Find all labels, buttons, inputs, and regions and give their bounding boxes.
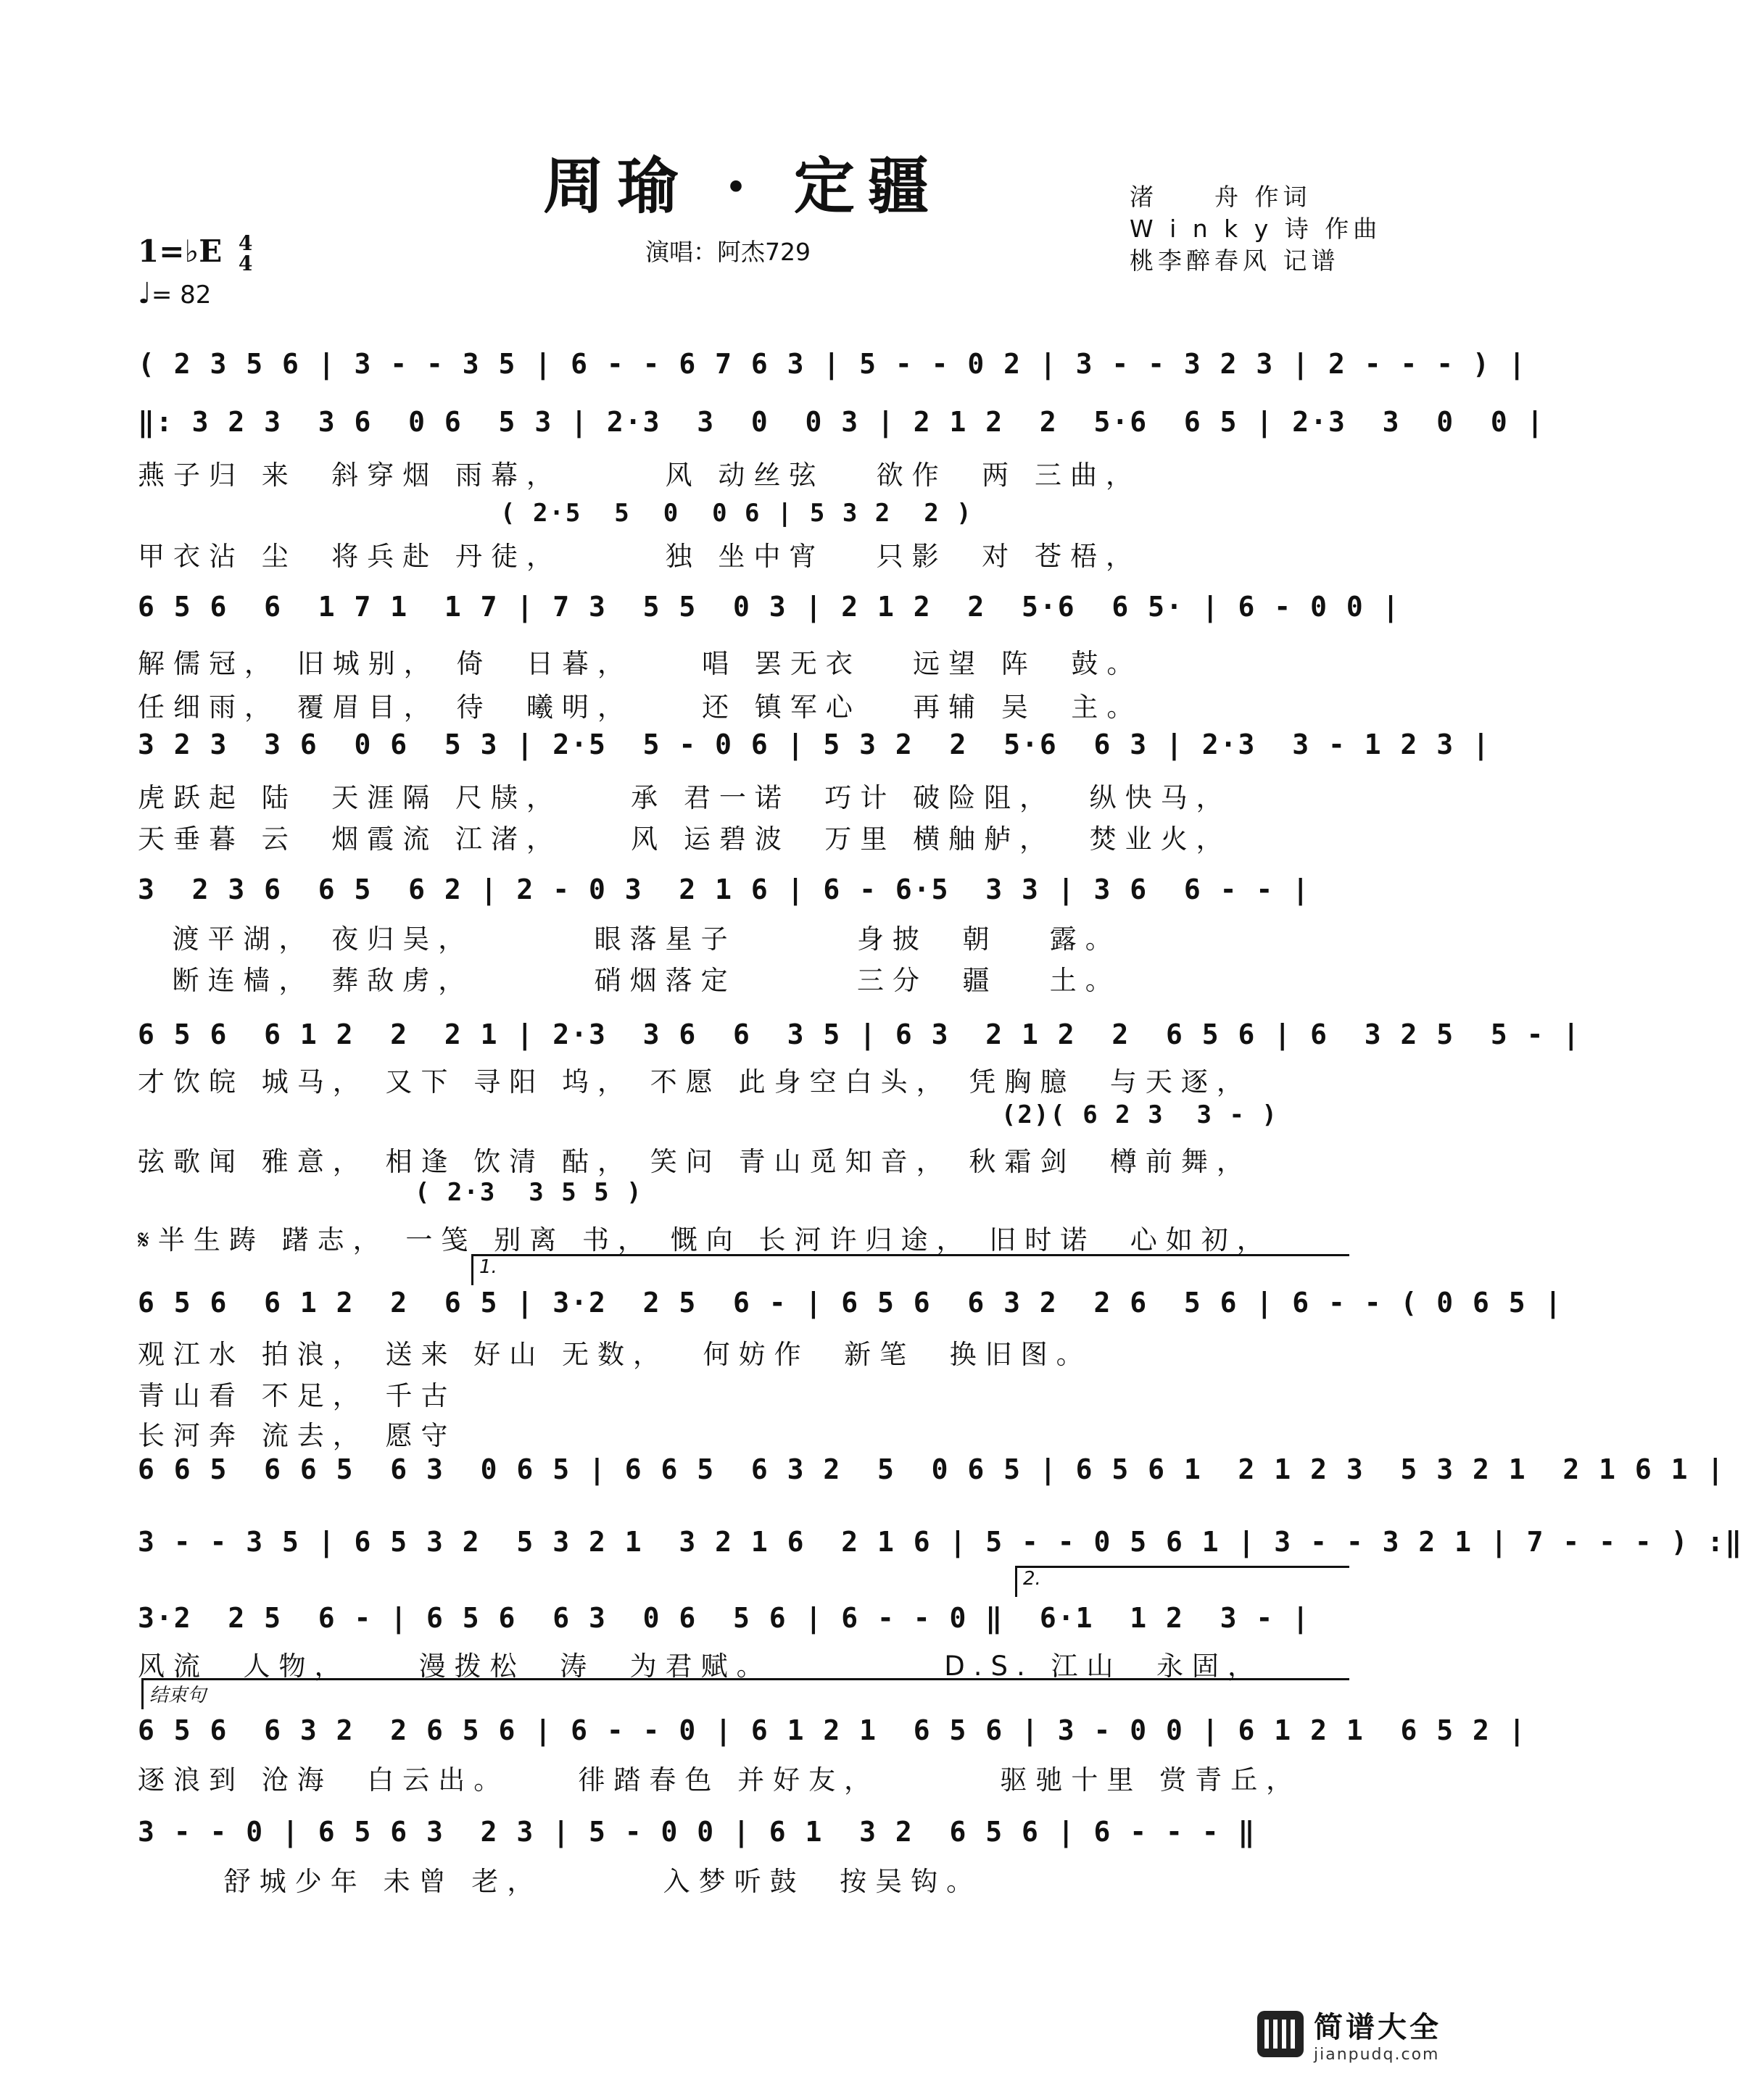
score-line: 6 5 6 6 3 2 2 6 5 6 | 6 - - 0 | 6 1 2 1 6 5 6 | 3 - 0 0 | 6 1 2 1 6 5 2 |: [138, 1714, 1527, 1746]
score-line: ( 2·3 3 5 5 ): [138, 1178, 643, 1207]
quarter-note-icon: ♩: [138, 277, 152, 310]
credits: [1130, 181, 1381, 277]
lyric-line: 渡平湖， 夜归吴， 眼落星子 身披 朝 露。: [138, 924, 1121, 955]
tempo-value: = 82: [151, 281, 212, 310]
volta-2: 2.: [1015, 1566, 1349, 1597]
lyric-line: 𝄋半生踌 躇志， 一笺 别离 书， 慨向 长河许归途， 旧时诺 心如初，: [138, 1224, 1272, 1256]
score-line: 6 5 6 6 1 2 2 6 5 | 3·2 2 5 6 - | 6 5 6 6 3 2 2 6 5 6 | 6 - - ( 0 6 5 |: [138, 1287, 1563, 1319]
lyric-line: 断连樯， 葬敌虏， 硝烟落定 三分 疆 土。: [138, 965, 1121, 996]
tempo-marking: [138, 277, 211, 310]
volta-1: 1.: [471, 1254, 1349, 1285]
watermark-name: 简谱大全: [1314, 2011, 1441, 2044]
lyric-line: 虎跃起 陆 天涯隔 尺牍， 承 君一诺 巧计 破险阻， 纵快马，: [138, 782, 1232, 813]
watermark: [1257, 2004, 1441, 2064]
score-line: ( 2 3 5 6 | 3 - - 3 5 | 6 - - 6 7 6 3 | 5 - - 0 2 | 3 - - 3 2 3 | 2 - - - ) |: [138, 348, 1527, 380]
time-sig-bottom: 4: [238, 252, 253, 275]
lyric-line: 甲衣沾 尘 将兵赴 丹徒， 独 坐中宵 只影 对 苍梧，: [138, 541, 1141, 572]
watermark-text: [1314, 2004, 1441, 2064]
score-line: (2)( 6 2 3 3 - ): [138, 1100, 1278, 1129]
lyric-line: 才饮皖 城马， 又下 寻阳 坞， 不愿 此身空白头， 凭胸臆 与天逐，: [138, 1066, 1252, 1097]
lyric-line: 任细雨， 覆眉目， 待 曦明， 还 镇军心 再辅 吴 主。: [138, 692, 1143, 723]
time-signature: [239, 233, 252, 274]
score-line: 3·2 2 5 6 - | 6 5 6 6 3 0 6 5 6 | 6 - - 0 ‖ 6·1 1 2 3 - |: [138, 1602, 1311, 1634]
lyricist-credit: 渚 舟 作词: [1130, 183, 1312, 211]
score-line: 6 5 6 6 1 7 1 1 7 | 7 3 5 5 0 3 | 2 1 2 2 5·6 6 5· | 6 - 0 0 |: [138, 591, 1401, 623]
watermark-site: jianpudq.com: [1314, 2046, 1440, 2064]
score-line: 3 - - 0 | 6 5 6 3 2 3 | 5 - 0 0 | 6 1 3 2 6 5 6 | 6 - - - ‖: [138, 1816, 1256, 1848]
lyric-line: 风流 人物， 漫拨松 涛 为君赋。 D.S. 江山 永固，: [138, 1651, 1264, 1682]
time-sig-top: 4: [238, 231, 253, 255]
lyric-line: 天垂暮 云 烟霞流 江渚， 风 运碧波 万里 横舳舻， 焚业火，: [138, 823, 1232, 855]
score-line: ‖: 3 2 3 3 6 0 6 5 3 | 2·3 3 0 0 3 | 2 1 2 2 5·6 6 5 | 2·3 3 0 0 |: [138, 406, 1545, 438]
lyric-line: 青山看 不足， 千古: [138, 1380, 457, 1411]
score-line: ( 2·5 5 0 0 6 | 5 3 2 2 ): [500, 499, 973, 528]
lyric-line: 逐浪到 沧海 白云出。 徘踏春色 并好友， 驱驰十里 赏青丘，: [138, 1764, 1302, 1796]
piano-keys-icon: [1257, 2011, 1304, 2057]
singer-credit: 演唱：阿杰729: [645, 238, 811, 266]
lyric-line: 弦歌闻 雅意， 相逢 饮清 酤， 笑问 青山觅知音， 秋霜剑 樽前舞，: [138, 1146, 1252, 1177]
key-text: 1=♭E: [138, 233, 223, 269]
coda-bracket: [141, 1678, 1349, 1709]
lyric-line: 长河奔 流去， 愿守: [138, 1420, 457, 1451]
coda-label: 结束句: [149, 1685, 207, 1706]
composer-credit: W i n k y 诗 作曲: [1130, 215, 1382, 243]
transcriber-credit: 桃李醉春风 记谱: [1130, 246, 1340, 275]
song-title: 周瑜 · 定疆: [543, 150, 942, 222]
score-line: 3 2 3 3 6 0 6 5 3 | 2·5 5 - 0 6 | 5 3 2 2 5·6 6 3 | 2·3 3 - 1 2 3 |: [138, 729, 1491, 760]
score-line: 3 - - 3 5 | 6 5 3 2 5 3 2 1 3 2 1 6 2 1 6 | 5 - - 0 5 6 1 | 3 - - 3 2 1 | 7 - - - ) :‖: [138, 1526, 1743, 1558]
key-signature: [138, 233, 252, 274]
score-line: 3 2 3 6 6 5 6 2 | 2 - 0 3 2 1 6 | 6 - 6·5 3 3 | 3 6 6 - - |: [138, 873, 1311, 905]
score-line: 6 5 6 6 1 2 2 2 1 | 2·3 3 6 6 3 5 | 6 3 2 1 2 2 6 5 6 | 6 3 2 5 5 - |: [138, 1018, 1581, 1050]
lyric-line: 解儒冠， 旧城别， 倚 日暮， 唱 罢无衣 远望 阵 鼓。: [138, 648, 1143, 679]
score-line: 6 6 5 6 6 5 6 3 0 6 5 | 6 6 5 6 3 2 5 0 6 5 | 6 5 6 1 2 1 2 3 5 3 2 1 2 1 6 1 |: [138, 1453, 1726, 1485]
lyric-line: 燕子归 来 斜穿烟 雨幕， 风 动丝弦 欲作 两 三曲，: [138, 460, 1141, 491]
lyric-line: 舒城少年 未曾 老， 入梦听鼓 按吴钩。: [138, 1866, 982, 1897]
lyric-line: 观江水 拍浪， 送来 好山 无数， 何妨作 新笔 换旧图。: [138, 1339, 1092, 1370]
